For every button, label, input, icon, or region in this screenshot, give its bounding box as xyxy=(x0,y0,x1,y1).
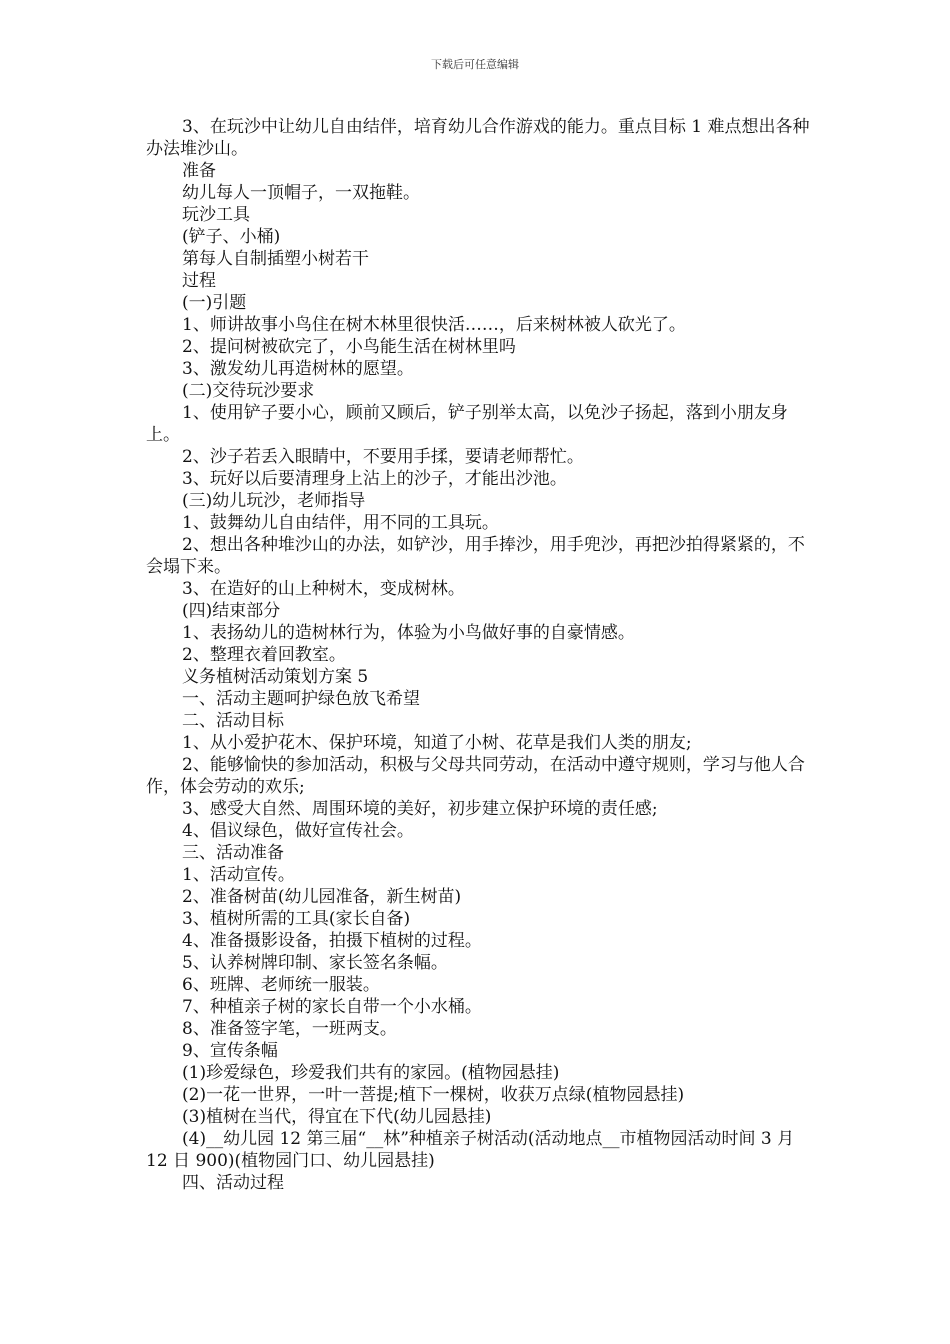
paragraph: 1、使用铲子要小心，顾前又顾后，铲子别举太高，以免沙子扬起，落到小朋友身上。 xyxy=(146,403,788,445)
paragraph: 4、倡议绿色，做好宣传社会。 xyxy=(182,821,414,841)
paragraph: 三、活动准备 xyxy=(182,843,284,863)
paragraph: 3、激发幼儿再造树林的愿望。 xyxy=(182,359,414,379)
paragraph: 2、准备树苗(幼儿园准备，新生树苗) xyxy=(182,887,462,907)
paragraph: (一)引题 xyxy=(182,293,247,313)
paragraph: 9、宣传条幅 xyxy=(182,1041,278,1061)
paragraph: 1、鼓舞幼儿自由结伴，用不同的工具玩。 xyxy=(182,513,499,533)
paragraph: 2、能够愉快的参加活动，积极与父母共同劳动，在活动中遵守规则，学习与他人合作，体会劳动的欢乐; xyxy=(146,755,805,797)
page-header: 下载后可任意编辑 xyxy=(431,58,519,71)
paragraph: 1、表扬幼儿的造树林行为，体验为小鸟做好事的自豪情感。 xyxy=(182,623,635,643)
section-title: 义务植树活动策划方案 5 xyxy=(182,667,369,687)
paragraph: 1、活动宣传。 xyxy=(182,865,295,885)
paragraph: 玩沙工具 xyxy=(182,205,250,225)
paragraph: (铲子、小桶) xyxy=(182,227,281,247)
paragraph: 6、班牌、老师统一服装。 xyxy=(182,975,380,995)
document-body xyxy=(146,116,810,1194)
paragraph: 2、提问树被砍完了，小鸟能生活在树林里吗 xyxy=(182,337,516,357)
paragraph: 2、沙子若丢入眼睛中，不要用手揉，要请老师帮忙。 xyxy=(182,447,584,467)
paragraph: 4、准备摄影设备，拍摄下植树的过程。 xyxy=(182,931,482,951)
paragraph: 幼儿每人一顶帽子，一双拖鞋。 xyxy=(182,183,420,203)
paragraph: 四、活动过程 xyxy=(182,1173,284,1193)
paragraph: 3、在玩沙中让幼儿自由结伴，培育幼儿合作游戏的能力。重点目标 1 难点想出各种办法堆沙山。 xyxy=(146,117,810,159)
paragraph: 8、准备签字笔，一班两支。 xyxy=(182,1019,397,1039)
paragraph: (三)幼儿玩沙，老师指导 xyxy=(182,491,366,511)
paragraph: 准备 xyxy=(182,161,216,181)
paragraph: 2、整理衣着回教室。 xyxy=(182,645,346,665)
paragraph: (3)植树在当代，得宜在下代(幼儿园悬挂) xyxy=(182,1107,492,1127)
paragraph: 一、活动主题呵护绿色放飞希望 xyxy=(182,689,420,709)
paragraph: 1、师讲故事小鸟住在树木林里很快活……，后来树林被人砍光了。 xyxy=(182,315,686,335)
paragraph: 3、在造好的山上种树木，变成树林。 xyxy=(182,579,465,599)
paragraph: 5、认养树牌印制、家长签名条幅。 xyxy=(182,953,448,973)
paragraph: 3、玩好以后要清理身上沾上的沙子，才能出沙池。 xyxy=(182,469,567,489)
paragraph: 过程 xyxy=(182,271,216,291)
paragraph: 1、从小爱护花木、保护环境，知道了小树、花草是我们人类的朋友; xyxy=(182,733,692,753)
paragraph: (4)__幼儿园 12 第三届“__林”种植亲子树活动(活动地点__市植物园活动时间 3 月 12 日 900)(植物园门口、幼儿园悬挂) xyxy=(146,1129,795,1171)
paragraph: 二、活动目标 xyxy=(182,711,284,731)
paragraph: (1)珍爱绿色，珍爱我们共有的家园。(植物园悬挂) xyxy=(182,1063,560,1083)
paragraph: 第每人自制插塑小树若干 xyxy=(182,249,369,269)
paragraph: 2、想出各种堆沙山的办法，如铲沙，用手捧沙，用手兜沙，再把沙拍得紧紧的，不会塌下来。 xyxy=(146,535,805,577)
paragraph: 3、植树所需的工具(家长自备) xyxy=(182,909,411,929)
paragraph: (四)结束部分 xyxy=(182,601,281,621)
paragraph: (二)交待玩沙要求 xyxy=(182,381,315,401)
paragraph: (2)一花一世界，一叶一菩提;植下一棵树，收获万点绿(植物园悬挂) xyxy=(182,1085,685,1105)
paragraph: 3、感受大自然、周围环境的美好，初步建立保护环境的责任感; xyxy=(182,799,658,819)
paragraph: 7、种植亲子树的家长自带一个小水桶。 xyxy=(182,997,482,1017)
